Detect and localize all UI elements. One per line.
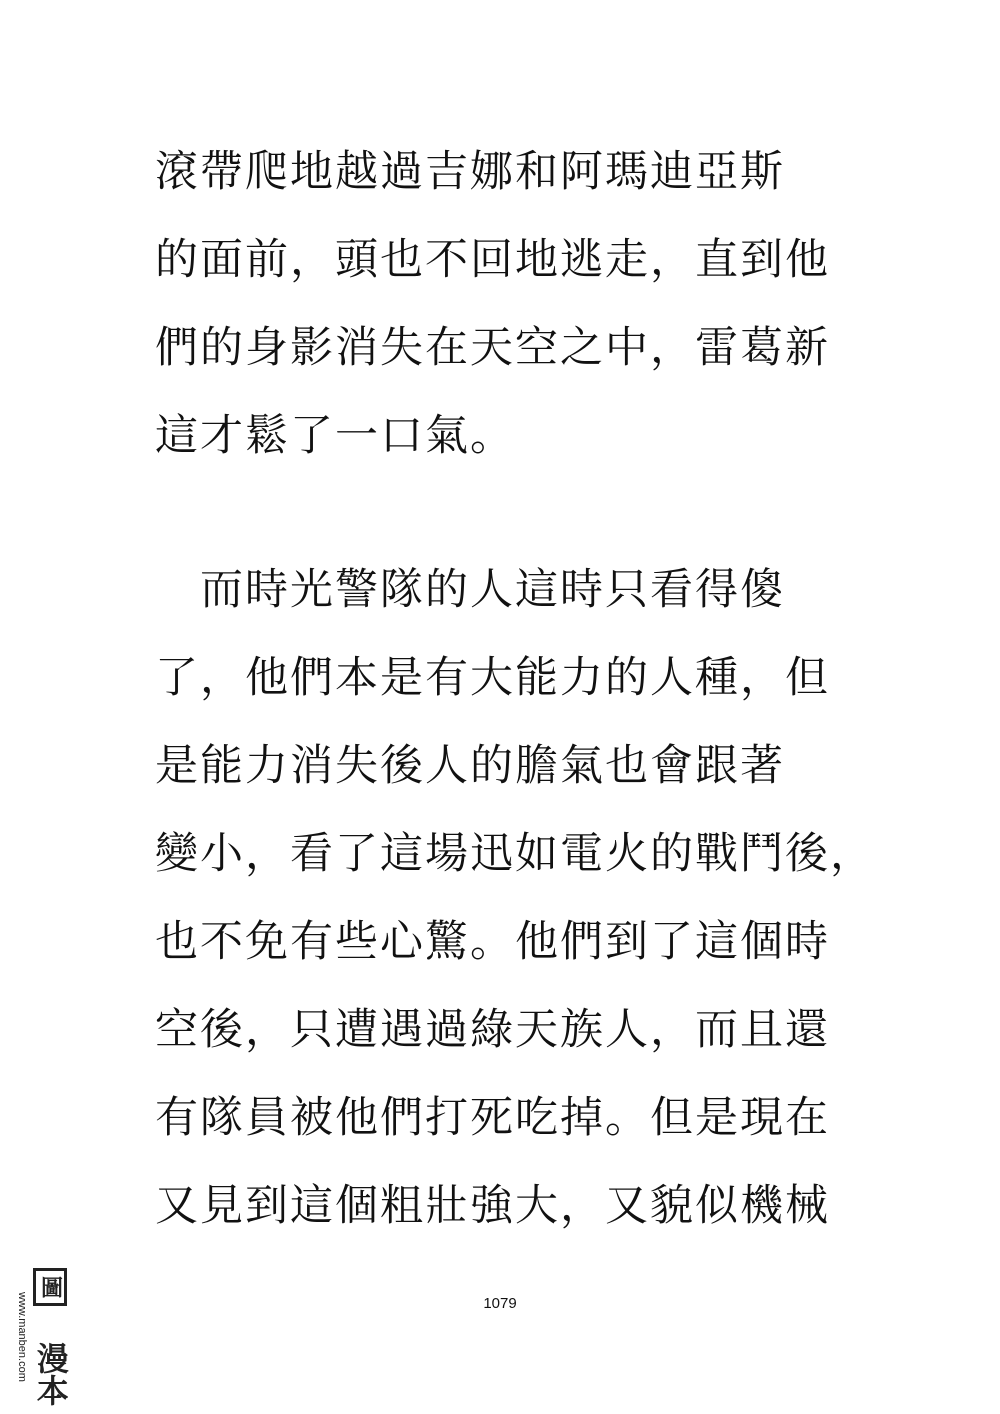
watermark-logo-box-char: 圖 — [37, 1276, 63, 1298]
text-line-6: 了，他們本是有大能力的人種，但 — [155, 653, 830, 703]
watermark-logo-box — [33, 1268, 67, 1306]
text-line-7: 是能力消失後人的膽氣也會跟著 — [155, 741, 785, 791]
text-line-2: 的面前，頭也不回地逃走，直到他 — [155, 235, 830, 285]
watermark-logo — [32, 1268, 68, 1406]
watermark-url: www.manben.com — [16, 1292, 28, 1382]
text-line-5: 而時光警隊的人這時只看得傻 — [155, 565, 785, 615]
page-number: 1079 — [483, 1295, 517, 1312]
watermark-logo-text: 漫本 — [31, 1342, 70, 1406]
text-line-1: 滾帶爬地越過吉娜和阿瑪迪亞斯 — [155, 147, 785, 197]
text-line-9: 也不免有些心驚。他們到了這個時 — [155, 917, 830, 967]
watermark — [8, 1268, 70, 1408]
text-line-11: 有隊員被他們打死吃掉。但是現在 — [155, 1093, 830, 1143]
text-line-10: 空後，只遭遇過綠天族人，而且還 — [155, 1005, 830, 1055]
text-line-8: 變小，看了這場迅如電火的戰鬥後， — [155, 829, 875, 879]
text-line-12: 又見到這個粗壯強大，又貌似機械 — [155, 1181, 830, 1231]
text-line-3: 們的身影消失在天空之中，雷葛新 — [155, 323, 830, 373]
text-line-4: 這才鬆了一口氣。 — [155, 411, 515, 461]
